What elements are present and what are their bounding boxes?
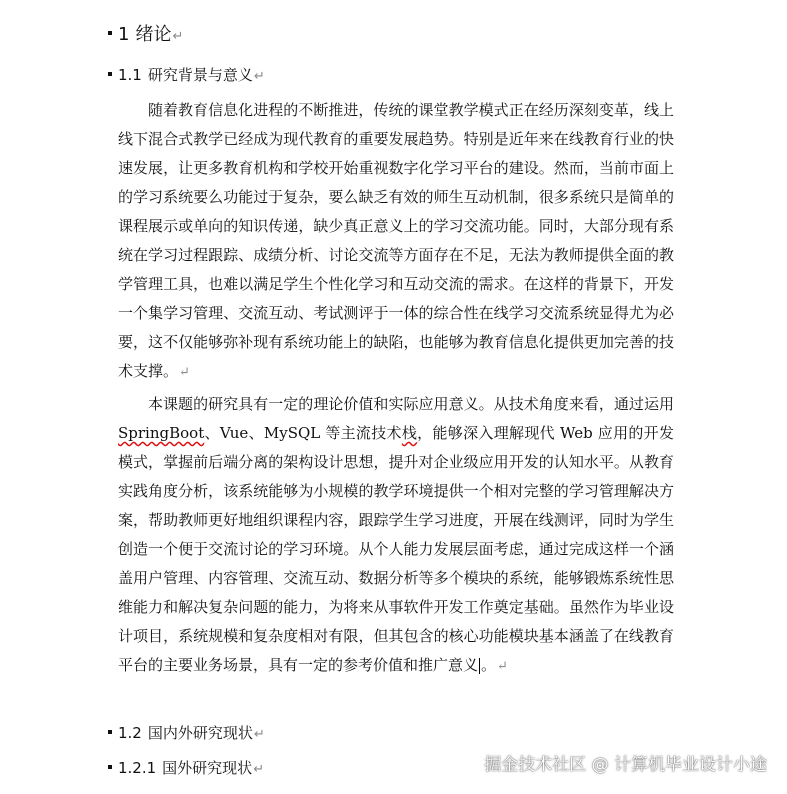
text-cursor xyxy=(479,658,480,674)
heading-title: 国外研究现状 xyxy=(162,759,253,777)
paragraph-mark-icon: ↵ xyxy=(172,29,184,44)
heading-1-1[interactable] xyxy=(108,64,265,85)
list-bullet-icon xyxy=(108,765,112,769)
list-bullet-icon xyxy=(108,730,112,734)
list-bullet-icon xyxy=(108,72,112,76)
paragraph-mark-icon: ↵ xyxy=(497,659,508,674)
paragraph-mark-icon: ↵ xyxy=(179,365,190,380)
paragraph-mark-icon: ↵ xyxy=(253,69,265,84)
watermark: 掘金技术社区 @ 计算机毕业设计小途 xyxy=(484,755,767,775)
heading-1[interactable] xyxy=(108,20,183,46)
body-paragraph-1[interactable] xyxy=(118,96,674,387)
heading-number: 1.2.1 xyxy=(118,759,157,777)
heading-1-2-1[interactable] xyxy=(108,757,264,778)
paragraph-text: 本课题的研究具有一定的理论价值和实际应用意义。从技术角度来看，通过运用 xyxy=(148,395,674,413)
heading-number: 1.2 xyxy=(118,724,142,742)
heading-number: 1 xyxy=(118,24,130,45)
spellcheck-flagged-word[interactable]: SpringBoot xyxy=(118,424,205,442)
paragraph-mark-icon: ↵ xyxy=(253,762,265,777)
list-bullet-icon xyxy=(108,31,112,35)
paragraph-text: 随着教育信息化进程的不断推进，传统的课堂教学模式正在经历深刻变革，线上线下混合式教学已经成为现代教育的重要发展趋势。特别是近年来在线教育行业的快速发展，让更多教育机构和学校开始重视数字化学习平台的建设。然而，当前市面上的学习系统要么功能过于复杂，要么缺乏有效的师生互动机制，很多系统只是简单的课程展示或单向的知识传递，缺少真正意义上的学习交流功能。同时，大部分现有系统在学习过程跟踪、成绩分析、讨论交流等方面存在不足，无法为教师提供全面的教学管理工具，也难以满足学生个性化学习和互动交流的需求。在这样的背景下，开发一个集学习管理、交流互动、考试测评于一体的综合性在线学习交流系统显得尤为必要，这不仅能够弥补现有系统功能上的缺陷，也能够为教育信息化提供更加完善的技术支撑。 xyxy=(118,101,674,380)
heading-title: 绪论 xyxy=(135,24,172,45)
paragraph-text: 、Vue、MySQL 等主流技术 xyxy=(204,424,402,442)
heading-1-2[interactable] xyxy=(108,722,265,743)
paragraph-text: ，能够深入理解现代 Web 应用的开发模式，掌握前后端分离的架构设计思想，提升对企业级应用开发的认知水平。从教育实践角度分析，该系统能够为小规模的教学环境提供一个相对完整的学习管理解决方案，帮助教师更好地组织课程内容，跟踪学生学习进度，开展在线测评，同时为学生创造一个便于交流讨论的学习环境。从个人能力发展层面考虑，通过完成这样一个涵盖用户管理、内容管理、交流互动、数据分析等多个模块的系统，能够锻炼系统性思维能力和解决复杂问题的能力，为将来从事软件开发工作奠定基础。虽然作为毕业设计项目，系统规模和复杂度相对有限，但其包含的核心功能模块基本涵盖了在线教育平台的主要业务场景，具有一定的参考价值和推广意义 xyxy=(118,424,674,674)
heading-title: 研究背景与意义 xyxy=(147,66,253,84)
heading-title: 国内外研究现状 xyxy=(147,724,253,742)
paragraph-text: 。 xyxy=(481,656,497,674)
paragraph-mark-icon: ↵ xyxy=(253,727,265,742)
body-paragraph-2[interactable] xyxy=(118,390,674,681)
spellcheck-flagged-word[interactable]: 栈 xyxy=(401,424,418,442)
heading-number: 1.1 xyxy=(118,66,142,84)
